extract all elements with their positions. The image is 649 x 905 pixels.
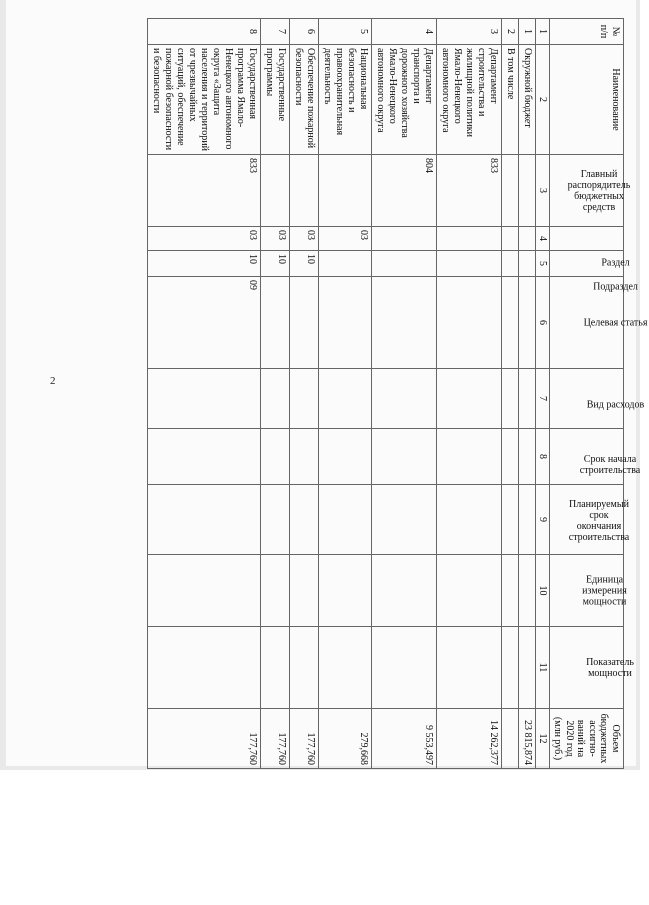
cell-x7: [148, 369, 261, 429]
cell-manager: 833: [437, 155, 502, 227]
cell-x8: [290, 429, 319, 485]
cell-num: 7: [261, 19, 290, 45]
rotated-table-area: [116, 18, 648, 765]
cell-x9: [261, 485, 290, 555]
cell-section: [502, 227, 519, 251]
cell-name: Обеспечение пожарной безопасности: [290, 45, 319, 155]
cell-target: [519, 277, 536, 369]
cell-x11: [372, 627, 437, 709]
header-capacity: Показатель мощности: [550, 627, 624, 709]
cell-x9: [372, 485, 437, 555]
cell-amount: 177,760: [148, 709, 261, 769]
table-row: [502, 19, 519, 769]
cell-amount: 9 553,497: [372, 709, 437, 769]
header-unit: Единица измерения мощности: [550, 555, 624, 627]
header-exptype: Вид расходов: [550, 369, 624, 429]
header-num: № п/п: [550, 19, 624, 45]
cell-x8: [437, 429, 502, 485]
col-number: 10: [536, 555, 550, 627]
header-target: Целевая статья: [550, 277, 624, 369]
cell-subsection: [519, 251, 536, 277]
cell-x11: [290, 627, 319, 709]
cell-x11: [502, 627, 519, 709]
cell-subsection: 10: [290, 251, 319, 277]
page-number: 2: [50, 375, 56, 387]
cell-x8: [519, 429, 536, 485]
cell-num: 6: [290, 19, 319, 45]
cell-x8: [148, 429, 261, 485]
cell-x10: [148, 555, 261, 627]
cell-subsection: [502, 251, 519, 277]
cell-subsection: [437, 251, 502, 277]
header-row: [550, 19, 624, 769]
header-subsection: Подраздел: [550, 251, 624, 277]
cell-amount: 23 815,874: [519, 709, 536, 769]
col-number: 1: [536, 19, 550, 45]
cell-section: [519, 227, 536, 251]
cell-x10: [502, 555, 519, 627]
cell-section: 03: [290, 227, 319, 251]
cell-x9: [290, 485, 319, 555]
cell-amount: [502, 709, 519, 769]
cell-x7: [372, 369, 437, 429]
col-number: 11: [536, 627, 550, 709]
cell-section: 03: [319, 227, 372, 251]
cell-target: [319, 277, 372, 369]
cell-x8: [502, 429, 519, 485]
header-volume: Объем бюджетных ассигно-ваний на 2020 год (млн руб.): [550, 709, 624, 769]
header-name: Наименование: [550, 45, 624, 155]
cell-name: Департамент транспорта и дорожного хозяйства Ямало-Ненецкого автономного округа: [372, 45, 437, 155]
table-row: [290, 19, 319, 769]
col-number: 2: [536, 45, 550, 155]
col-number: 8: [536, 429, 550, 485]
cell-section: [437, 227, 502, 251]
budget-table: [147, 18, 648, 769]
cell-x11: [319, 627, 372, 709]
cell-subsection: 10: [148, 251, 261, 277]
cell-target: [290, 277, 319, 369]
cell-x10: [437, 555, 502, 627]
cell-amount: 279,668: [319, 709, 372, 769]
col-number: 7: [536, 369, 550, 429]
cell-num: 3: [437, 19, 502, 45]
table-row: [319, 19, 372, 769]
cell-x11: [261, 627, 290, 709]
header-start: Срок начала строительства: [550, 429, 624, 485]
cell-x9: [148, 485, 261, 555]
cell-x11: [437, 627, 502, 709]
col-number: 5: [536, 251, 550, 277]
cell-num: 2: [502, 19, 519, 45]
table-row: [437, 19, 502, 769]
cell-x7: [502, 369, 519, 429]
cell-x11: [519, 627, 536, 709]
header-section: Раздел: [550, 227, 624, 251]
table-row: [519, 19, 536, 769]
cell-x9: [519, 485, 536, 555]
cell-name: Государственная программа Ямало-Ненецкого автономного округа «Защита населения и территорий от чрезвычайных ситуаций, обеспечение пожарной безопасности и безопасности: [148, 45, 261, 155]
cell-target: [261, 277, 290, 369]
table-row: [148, 19, 261, 769]
cell-x9: [319, 485, 372, 555]
table-row: [372, 19, 437, 769]
cell-x9: [502, 485, 519, 555]
cell-section: 03: [261, 227, 290, 251]
cell-x10: [519, 555, 536, 627]
cell-x7: [519, 369, 536, 429]
cell-num: 1: [519, 19, 536, 45]
header-finish: Планируемый срок окончания строительства: [550, 485, 624, 555]
cell-x10: [319, 555, 372, 627]
cell-amount: 177,760: [261, 709, 290, 769]
cell-x8: [372, 429, 437, 485]
cell-x9: [437, 485, 502, 555]
cell-x10: [372, 555, 437, 627]
cell-x7: [290, 369, 319, 429]
cell-x8: [319, 429, 372, 485]
cell-target: 09: [148, 277, 261, 369]
cell-x7: [437, 369, 502, 429]
cell-manager: [519, 155, 536, 227]
cell-x7: [261, 369, 290, 429]
cell-x8: [261, 429, 290, 485]
cell-manager: 833: [148, 155, 261, 227]
cell-x11: [148, 627, 261, 709]
cell-target: [437, 277, 502, 369]
cell-name: Департамент строительства и жилищной политики Ямало-Ненецкого автономного округа: [437, 45, 502, 155]
cell-target: [502, 277, 519, 369]
col-number: 9: [536, 485, 550, 555]
col-number: 4: [536, 227, 550, 251]
column-number-row: [536, 19, 550, 769]
col-number: 12: [536, 709, 550, 769]
cell-manager: [502, 155, 519, 227]
cell-amount: 177,760: [290, 709, 319, 769]
cell-num: 5: [319, 19, 372, 45]
cell-x7: [319, 369, 372, 429]
cell-num: 8: [148, 19, 261, 45]
cell-manager: [290, 155, 319, 227]
cell-x10: [290, 555, 319, 627]
cell-num: 4: [372, 19, 437, 45]
cell-section: [372, 227, 437, 251]
cell-x10: [261, 555, 290, 627]
header-manager: Главный распорядитель бюджетных средств: [550, 155, 624, 227]
cell-manager: 804: [372, 155, 437, 227]
cell-manager: [319, 155, 372, 227]
cell-name: Государственные программы: [261, 45, 290, 155]
cell-section: 03: [148, 227, 261, 251]
cell-manager: [261, 155, 290, 227]
cell-name: Национальная безопасность и правоохранительная деятельность: [319, 45, 372, 155]
cell-target: [372, 277, 437, 369]
cell-subsection: 10: [261, 251, 290, 277]
col-number: 3: [536, 155, 550, 227]
col-number: 6: [536, 277, 550, 369]
cell-name: Окружной бюджет: [519, 45, 536, 155]
table-row: [261, 19, 290, 769]
cell-amount: 14 262,377: [437, 709, 502, 769]
cell-subsection: [319, 251, 372, 277]
cell-name: В том числе: [502, 45, 519, 155]
cell-subsection: [372, 251, 437, 277]
